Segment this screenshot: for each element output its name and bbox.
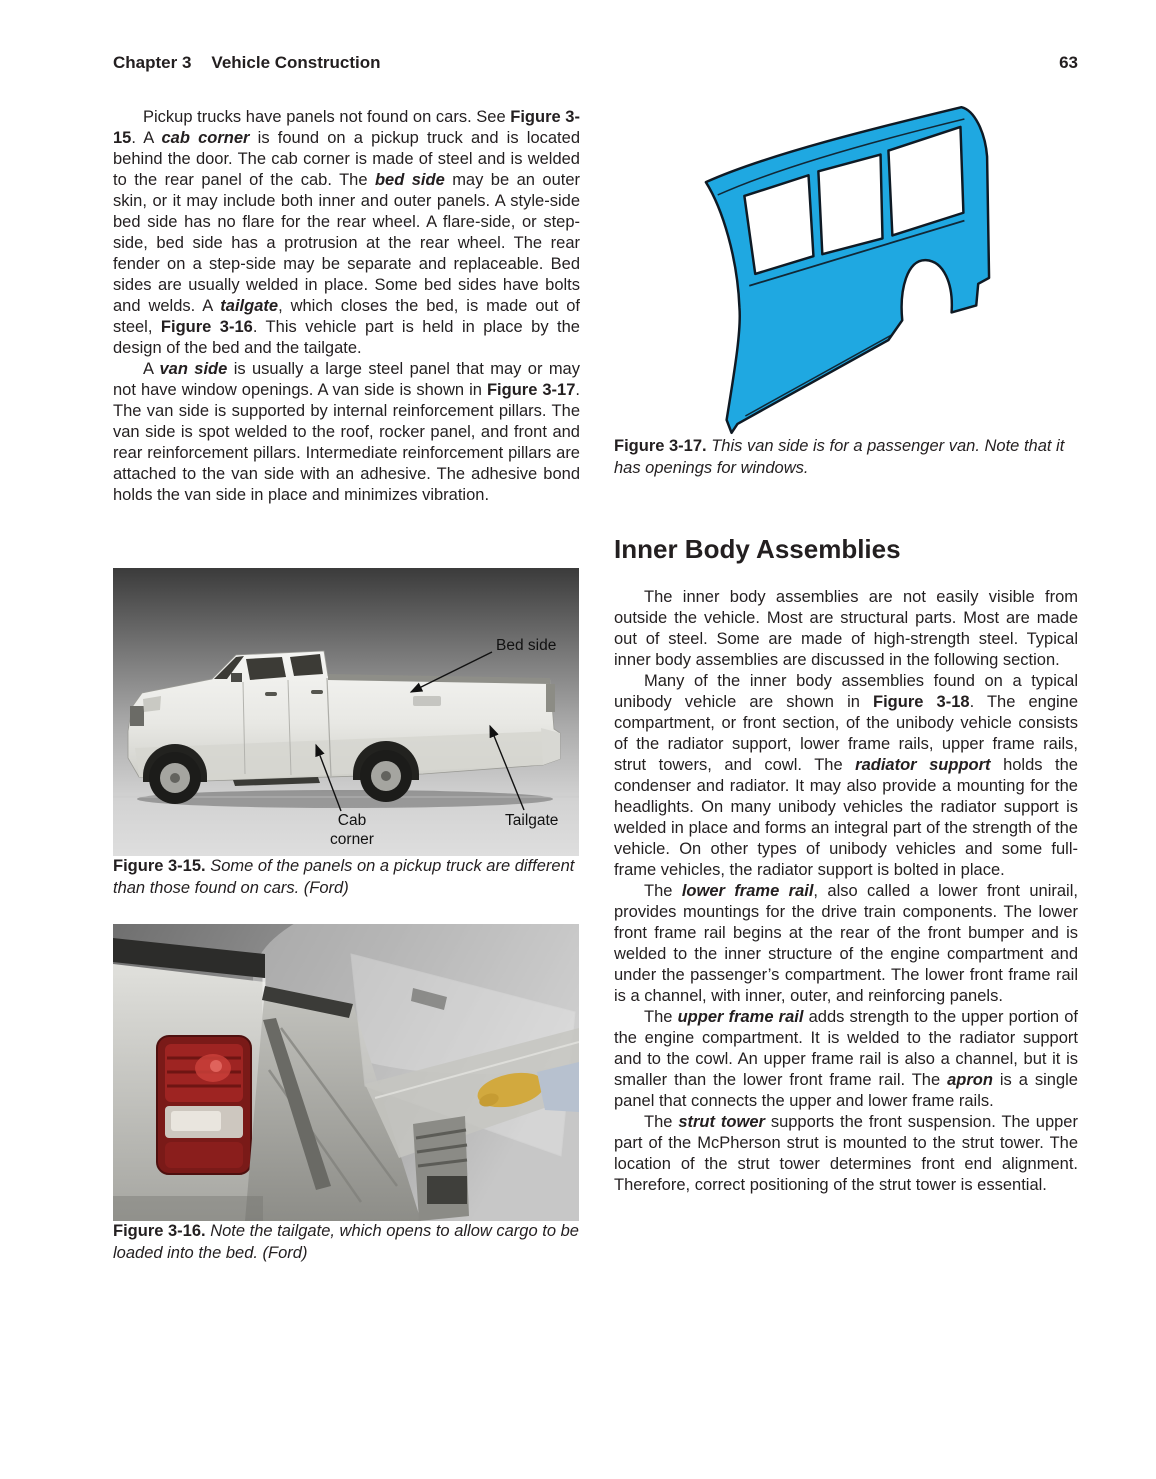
- window-opening-middle: [818, 155, 882, 255]
- paragraph-van-side: A van side is usually a large steel panel that may or may not have window openings. A van side is shown in Figure 3-17. The van side is supported by internal reinforcement pillars. The van side is spot welded to the roof, rocker panel, and front and rear reinforcement pillars. Intermediate reinforcement pillars are attached to the van side with an adhesive. The adhesive bond holds the van side in place and minimizes vibration.: [113, 360, 581, 504]
- figure-3-16-photo: [113, 924, 579, 1221]
- side-mirror: [231, 673, 242, 682]
- right-column: [614, 100, 1078, 1196]
- taillight: [157, 1036, 251, 1174]
- tailgate-illustration: [113, 924, 579, 1221]
- rear-wheel: [360, 750, 412, 802]
- bumper-step: [413, 1116, 469, 1221]
- paragraph-pickup-trucks: Pickup trucks have panels not found on cars. See Figure 3-15. A cab corner is found on a pickup truck and is located behind the door. The cab corner is made of steel and is welded to the rear panel of the cab. The bed side may be an outer skin, or it may include both inner and outer panels. A style-side bed side has no flare for the rear wheel. A flare-side, or step-side, bed side has a protrusion at the rear wheel. The rear fender on a step-side may be separate and replaceable. Bed sides are usually welded in place. Some bed sides have bolts and welds. A tailgate, which closes the bed, is made out of steel, Figure 3-16. This vehicle part is held in place by the design of the bed and the tailgate.: [113, 108, 580, 357]
- figure-3-15-caption: Figure 3-15. Some of the panels on a pickup truck are different than those found on cars. (Ford): [113, 857, 575, 897]
- door-handle-rear: [311, 690, 323, 694]
- figure-3-17-illustration: [698, 100, 994, 436]
- rear-bumper: [541, 728, 560, 765]
- left-column: [113, 107, 580, 1264]
- section-heading-inner-body-assemblies: Inner Body Assemblies: [614, 534, 901, 564]
- front-wheel: [149, 752, 201, 804]
- paragraph-strut-tower: The strut tower supports the front suspension. The upper part of the McPherson strut is mounted to the strut tower. The location of the strut tower determines front end alignment. Therefore, correct positioning of the strut tower is essential.: [614, 1113, 1078, 1194]
- paragraph-inner-body-intro: The inner body assemblies are not easily visible from outside the vehicle. Most are structural parts. Most are made out of steel. Some are made of high-strength steel. Typical inner body assemblies are discussed in the following section.: [614, 588, 1078, 669]
- chapter-label: Chapter 3: [113, 53, 192, 72]
- figure-3-17-caption: Figure 3-17. This van side is for a passenger van. Note that it has openings for windows.: [614, 437, 1065, 477]
- van-side-panel-drawing: [698, 100, 994, 436]
- rear-door-window: [290, 654, 323, 676]
- tailgate-label: Tailgate: [505, 812, 559, 829]
- door-handle-front: [265, 692, 277, 696]
- cab-corner-label-line1: Cab: [337, 812, 367, 829]
- cab-corner-label-line2: corner: [330, 831, 374, 848]
- truck-shadow: [137, 790, 553, 808]
- bed-side-label: Bed side: [496, 637, 557, 654]
- figure-3-15-photo: [113, 568, 579, 856]
- cab-corner-label: [316, 811, 388, 849]
- taillight: [546, 684, 555, 712]
- under-truck-shadow: [113, 1196, 263, 1221]
- paragraph-upper-frame-rail: The upper frame rail adds strength to the upper portion of the engine compartment. It is welded to the radiator support and to the cowl. An upper frame rail is also a channel, but it is smaller than the lower front frame rail. The apron is a single panel that connects the upper and lower frame rails.: [614, 1008, 1078, 1110]
- 4x4-decal: [413, 696, 441, 706]
- front-door-window: [246, 657, 286, 680]
- page-number: 63: [1059, 53, 1078, 72]
- figure-3-16-caption: Figure 3-16. Note the tailgate, which opens to allow cargo to be loaded into the bed. (Ford): [113, 1222, 579, 1262]
- paragraph-radiator-support: Many of the inner body assemblies found on a typical unibody vehicle are shown in Figure 3-18. The engine compartment, or front section, of the unibody vehicle consists of the radiator support, lower frame rails, upper frame rails, strut towers, and cowl. The radiator support holds the condenser and radiator. It may also provide a mounting for the headlights. On many unibody vehicles the radiator support is welded in place and forms an integral part of the strength of the vehicle. On other types of unibody vehicles and some full-frame vehicles, the radiator support is bolted in place.: [614, 672, 1079, 879]
- paragraph-lower-frame-rail: The lower frame rail, also called a lower front unirail, provides mountings for the drive train components. The lower front frame rail begins at the rear of the front bumper and is welded to the inner structure of the engine compartment and under the passenger’s compartment. The lower front frame rail is a channel, with inner, outer, and reinforcing panels.: [614, 882, 1078, 1005]
- front-grille: [130, 706, 144, 726]
- chapter-header: [113, 53, 381, 73]
- chapter-title: Vehicle Construction: [211, 53, 381, 72]
